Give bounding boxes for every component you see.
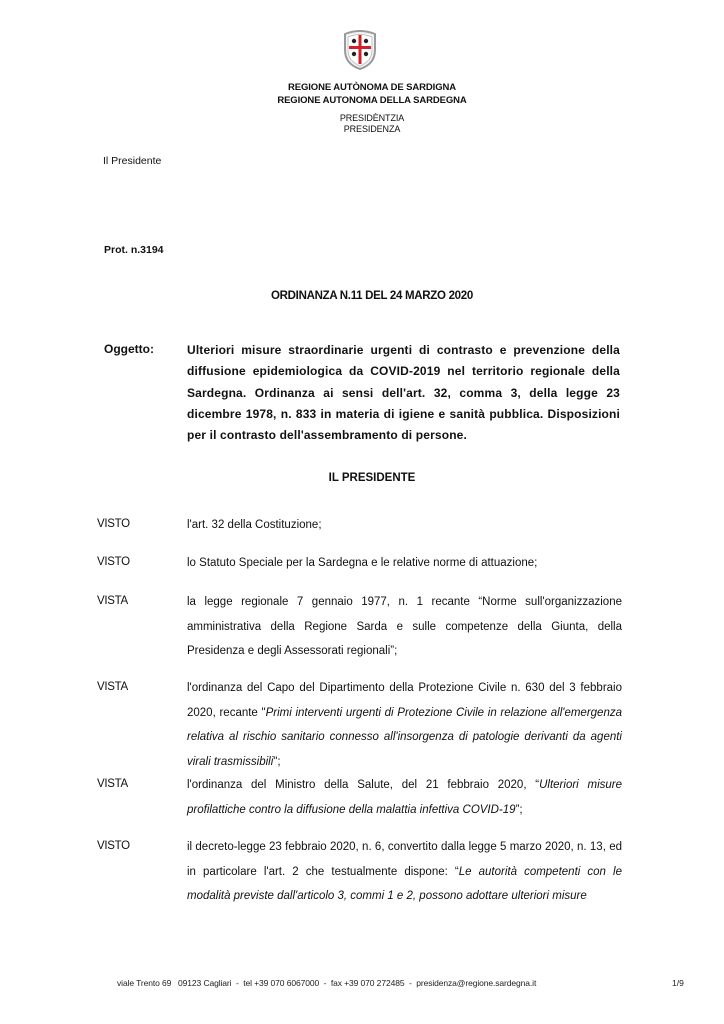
recital-label: VISTA <box>97 681 128 693</box>
office-name-sardinian: PRESIDÈNTZIA <box>339 113 405 123</box>
recital-label: VISTO <box>97 518 130 530</box>
document-title: ORDINANZA N.11 DEL 24 MARZO 2020 <box>271 290 473 302</box>
recital-text: il decreto-legge 23 febbraio 2020, n. 6, convertito dalla legge 5 marzo 2020, n. 13, ed in particolare l'art. 2 che testualmente dispone: “Le autorità competenti con le modalità previste dall'articolo 3, commi 1 e 2, possono adottare ulteriori misure <box>187 841 622 902</box>
page-number: 1/9 <box>672 978 684 988</box>
region-name-italian: REGIONE AUTONOMA DELLA SARDEGNA <box>277 95 467 106</box>
subject-text: Ulteriori misure straordinarie urgenti di contrasto e prevenzione della diffusione epidemiologica da COVID-2019 nel territorio regionale della Sardegna. Ordinanza ai sensi dell'art. 32, comma 3, della legge 23 dicembre 1978, n. 833 in materia di igiene e sanità pubblica. Disposizioni per il contrasto dell'assembramento di persone. <box>187 343 620 443</box>
protocol-number: Prot. n.3194 <box>104 244 164 256</box>
recital-label: VISTO <box>97 556 130 568</box>
recital-label: VISTA <box>97 778 128 790</box>
recital-label: VISTO <box>97 840 130 852</box>
office-name-italian: PRESIDENZA <box>343 124 401 134</box>
footer-address: viale Trento 69 09123 Cagliari - tel +39 070 6067000 - fax +39 070 272485 - presidenza@regione.sardegna.it <box>117 978 537 988</box>
recital-text: l'art. 32 della Costituzione; <box>187 519 322 531</box>
recital-text: lo Statuto Speciale per la Sardegna e le relative norme di attuazione; <box>187 557 538 569</box>
sender-label: Il Presidente <box>103 155 162 167</box>
sardinia-coat-of-arms-icon <box>341 28 379 70</box>
recital-text: l'ordinanza del Capo del Dipartimento della Protezione Civile n. 630 del 3 febbraio 2020, recante "Primi interventi urgenti di Protezione Civile in relazione all'emergenza relativa al rischio sanitario connesso all'insorgenza di patologie derivanti da agenti virali trasmissibili"; <box>187 682 622 768</box>
region-name-sardinian: REGIONE AUTÒNOMA DE SARDIGNA <box>287 82 457 93</box>
recital-label: VISTA <box>97 595 128 607</box>
recital-text: la legge regionale 7 gennaio 1977, n. 1 recante “Norme sull'organizzazione amministrativa della Regione Sarda e sulle competenze della Giunta, della Presidenza e degli Assessorati regionali”; <box>187 596 622 657</box>
recital-text: l'ordinanza del Ministro della Salute, del 21 febbraio 2020, “Ulteriori misure profilattiche contro la diffusione della malattia infettiva COVID-19”; <box>187 779 622 816</box>
section-heading: IL PRESIDENTE <box>328 472 416 484</box>
subject-label: Oggetto: <box>104 342 154 356</box>
